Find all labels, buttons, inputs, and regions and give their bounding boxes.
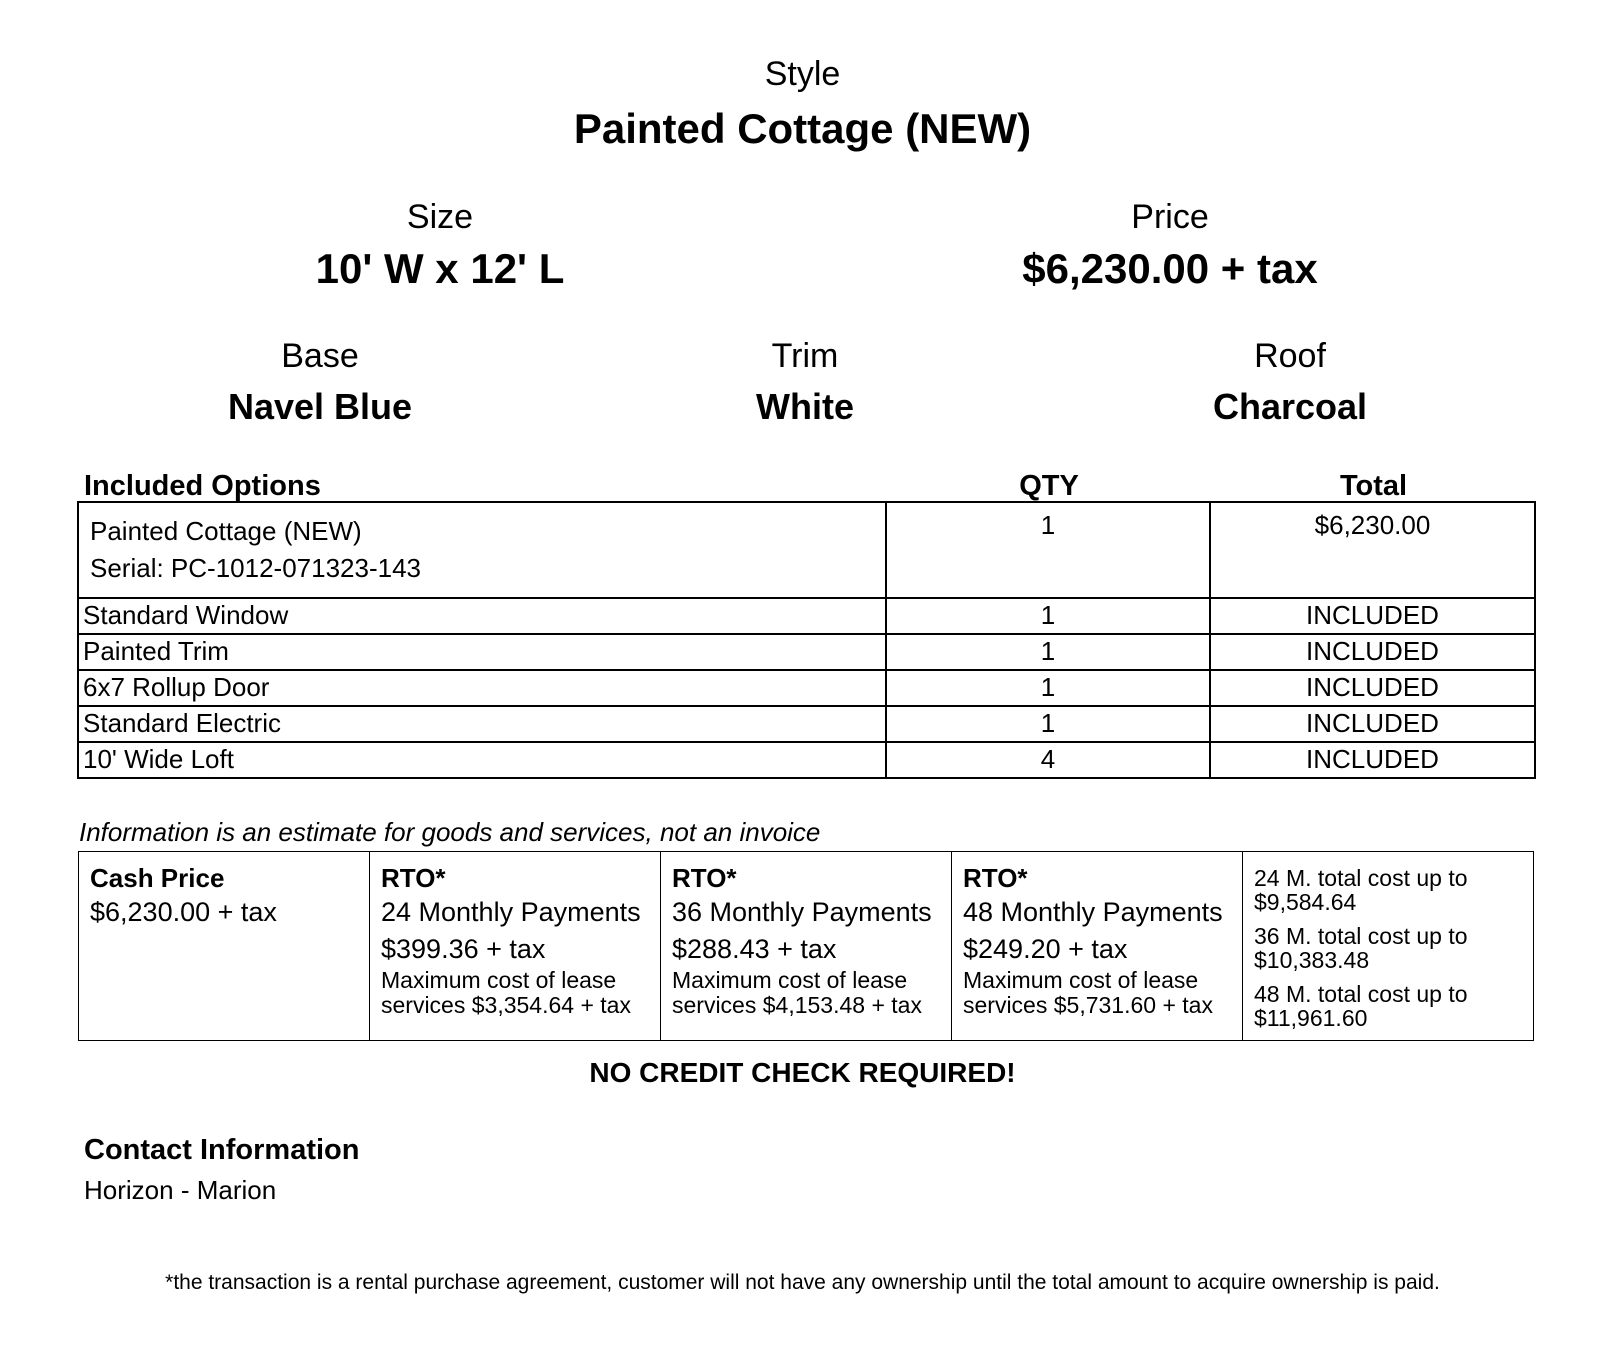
option-name: 6x7 Rollup Door [78, 670, 886, 706]
option-total: INCLUDED [1210, 742, 1535, 778]
total-cost-line2: $10,383.48 [1254, 947, 1370, 973]
rto-max-line1: Maximum cost of lease [963, 967, 1199, 993]
rto-max-line1: Maximum cost of lease [672, 967, 908, 993]
contact-title: Contact Information [84, 1134, 360, 1166]
cash-price-title: Cash Price [90, 863, 225, 893]
option-total: $6,230.00 [1210, 502, 1535, 598]
option-name: Painted Cottage (NEW) [90, 516, 362, 546]
total-cost-cell [1243, 852, 1534, 1041]
table-row [79, 852, 1534, 1041]
rto-title: RTO* [381, 863, 446, 893]
size-label: Size [406, 198, 474, 236]
option-qty: 4 [886, 742, 1210, 778]
trim-value: White [756, 386, 854, 427]
option-qty: 1 [886, 670, 1210, 706]
rto-payment: $249.20 + tax [963, 934, 1128, 964]
rto-term: 48 Monthly Payments [963, 897, 1223, 927]
option-total: INCLUDED [1210, 634, 1535, 670]
option-name: Standard Window [78, 598, 886, 634]
rto-48-cell [952, 852, 1243, 1041]
option-name-cell [78, 502, 886, 598]
table-row [78, 634, 1535, 670]
rto-payment: $288.43 + tax [672, 934, 837, 964]
option-total: INCLUDED [1210, 598, 1535, 634]
option-name: 10' Wide Loft [78, 742, 886, 778]
option-qty: 1 [886, 502, 1210, 598]
total-cost-24 [1254, 866, 1533, 914]
trim-label: Trim [771, 337, 839, 375]
option-serial: Serial: PC-1012-071323-143 [90, 553, 421, 583]
price-label: Price [1131, 198, 1209, 236]
option-qty: 1 [886, 634, 1210, 670]
disclaimer: *the transaction is a rental purchase agreement, customer will not have any ownership until the total amount to acquire ownership is paid. [165, 1271, 1440, 1294]
estimate-note: Information is an estimate for goods and services, not an invoice [79, 817, 821, 847]
cash-price-value: $6,230.00 + tax [90, 897, 277, 927]
base-value: Navel Blue [227, 386, 413, 427]
rto-max-line2: services $5,731.60 + tax [963, 992, 1213, 1018]
price-value: $6,230.00 + tax [1022, 245, 1318, 292]
rto-max-line1: Maximum cost of lease [381, 967, 617, 993]
total-cost-line1: 48 M. total cost up to [1254, 981, 1468, 1007]
option-name: Standard Electric [78, 706, 886, 742]
style-value: Painted Cottage (NEW) [573, 105, 1032, 152]
total-cost-line1: 24 M. total cost up to [1254, 865, 1468, 891]
total-cost-line1: 36 M. total cost up to [1254, 923, 1468, 949]
style-label: Style [764, 55, 841, 93]
qty-header: QTY [1019, 470, 1079, 502]
rto-title: RTO* [672, 863, 737, 893]
options-table [77, 501, 1536, 779]
table-row [78, 502, 1535, 598]
table-row [78, 670, 1535, 706]
roof-value: Charcoal [1212, 386, 1368, 427]
total-header: Total [1339, 470, 1408, 502]
rto-term: 24 Monthly Payments [381, 897, 641, 927]
contact-value: Horizon - Marion [84, 1175, 277, 1205]
table-row [78, 706, 1535, 742]
rto-term: 36 Monthly Payments [672, 897, 932, 927]
cash-price-cell [79, 852, 370, 1041]
rto-max-line2: services $3,354.64 + tax [381, 992, 631, 1018]
no-credit-check-banner: NO CREDIT CHECK REQUIRED! [589, 1057, 1016, 1088]
rto-max-line2: services $4,153.48 + tax [672, 992, 922, 1018]
base-label: Base [281, 337, 359, 375]
option-qty: 1 [886, 598, 1210, 634]
payment-table [78, 851, 1534, 1041]
rto-24-cell [370, 852, 661, 1041]
included-options-header: Included Options [84, 470, 321, 502]
total-cost-48 [1254, 982, 1533, 1030]
option-total: INCLUDED [1210, 706, 1535, 742]
table-row [78, 598, 1535, 634]
rto-title: RTO* [963, 863, 1028, 893]
size-value: 10' W x 12' L [315, 245, 565, 292]
total-cost-36 [1254, 924, 1533, 972]
rto-36-cell [661, 852, 952, 1041]
rto-payment: $399.36 + tax [381, 934, 546, 964]
total-cost-line2: $11,961.60 [1254, 1005, 1368, 1031]
table-row [78, 742, 1535, 778]
option-qty: 1 [886, 706, 1210, 742]
option-name: Painted Trim [78, 634, 886, 670]
total-cost-line2: $9,584.64 [1254, 889, 1357, 915]
option-total: INCLUDED [1210, 670, 1535, 706]
roof-label: Roof [1254, 337, 1326, 375]
